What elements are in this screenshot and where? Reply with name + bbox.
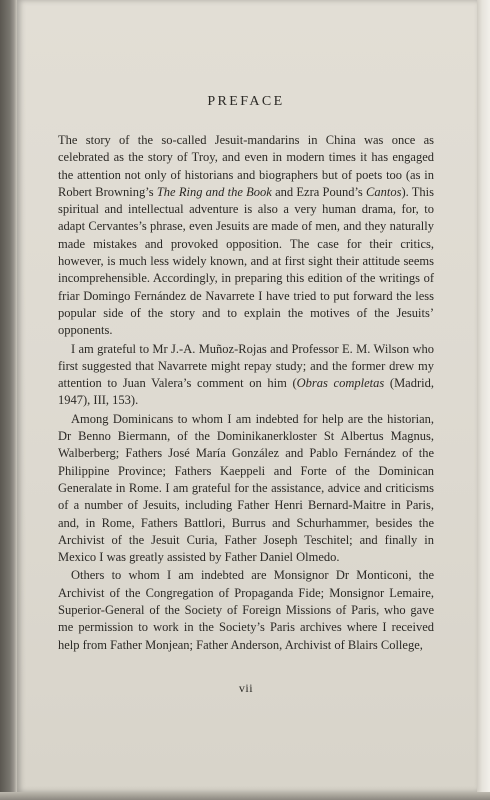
page-number: vii xyxy=(238,681,254,695)
paragraph-2-text-2: (Madrid, 1947), III, 153). xyxy=(58,376,434,408)
paragraph-4-text: Others to whom I am indebted are Monsignor Dr Monticoni, the Archivist of the Congregation of Propaganda Fide; Monsignor Lemaire, Superior-General of the Society of Foreign Missions of Paris, who gave me permission to work in the Society’s Paris archives where I received help from Father Monjean; Father Anderson, Archivist of Blairs College, xyxy=(58,568,434,652)
italic-title-obras-completas: Obras completas xyxy=(296,376,385,391)
page-content xyxy=(58,94,435,695)
italic-title-cantos: Cantos xyxy=(366,184,402,199)
italic-title-ring-and-book: The Ring and the Book xyxy=(156,184,272,199)
paragraph-1-text-2: and Ezra Pound’s xyxy=(271,184,367,199)
page-edge-bottom xyxy=(0,792,490,800)
paragraph-2-text-1: I am grateful to Mr J.-A. Muñoz-Rojas and Professor E. M. Wilson who first suggested that Navarrete might repay study; and the former drew my attention to Juan Valera’s comment on him ( xyxy=(58,341,434,391)
paragraph-3-text: Among Dominicans to whom I am indebted for help are the historian, Dr Benno Biermann, of the Dominikanerkloster St Albertus Magnus, Walberberg; Fathers José María González and Pablo Fernández of the Philippine Province; Fathers Kaeppeli and Forte of the Dominican Generalate in Rome. I am grateful for the assistance, advice and criticisms of a number of Jesuits, including Father Henri Bernard-Maitre in Paris, and, in Rome, Fathers Battlori, Burrus and Schurhammer, besides the Archivist of the Jesuit Curia, Father Joseph Teschitel; and finally in Mexico I was greatly assisted by Father Daniel Olmedo. xyxy=(58,411,434,565)
paragraph-1-text-3: ). This spiritual and intellectual adventure is also a very human drama, for, to adapt Cervantes’s phrase, even Jesuits are made of men, and they naturally made mistakes and provoked opposition. The case for their critics, however, is much less widely known, and at first sight their attitude seems incomprehensible. Accordingly, in preparing this edition of the writings of friar Domingo Fernández de Navarrete I have tried to put forward the less popular side of the story and to explain the motives of the Jesuits’ opponents. xyxy=(58,184,435,338)
paragraph-1 xyxy=(58,132,434,340)
paragraph-2 xyxy=(58,341,434,410)
page-edge-right xyxy=(477,0,490,800)
book-page xyxy=(17,0,477,792)
page-title: PREFACE xyxy=(207,94,285,109)
paragraph-3 xyxy=(58,411,434,567)
paragraph-1-text-1: The story of the so-called Jesuit-mandarins in China was once as celebrated as the story of Troy, and even in modern times it has engaged the attention not only of historians and biographers but of poets too (as in Robert Browning’s xyxy=(58,133,434,199)
paragraph-4 xyxy=(58,567,434,653)
